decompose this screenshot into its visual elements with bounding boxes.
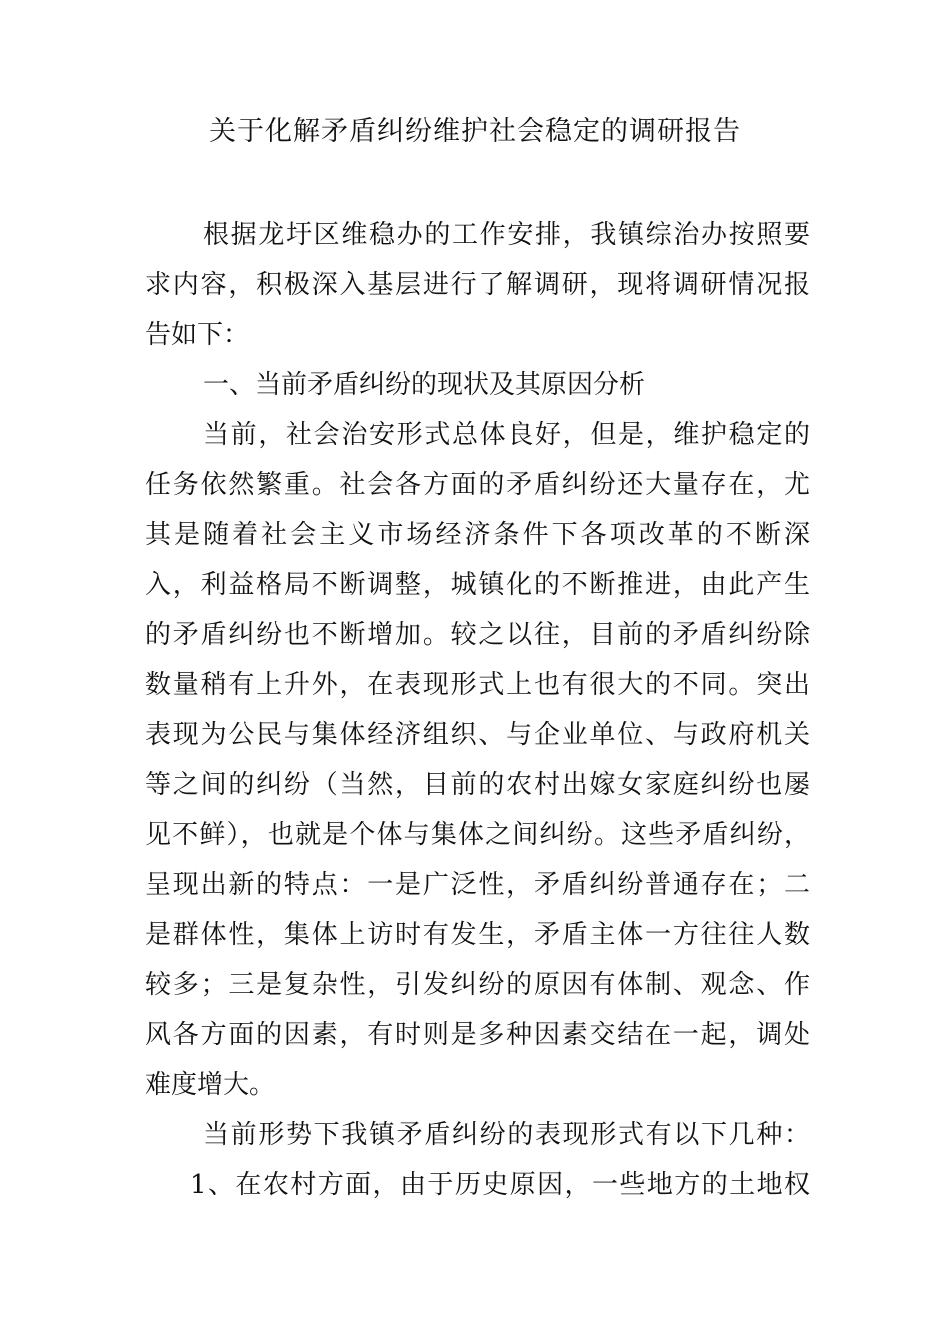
paragraph-line: 告如下： [145,320,250,350]
paragraph-line: 难度增大。 [145,1070,276,1100]
paragraph-line: 根据龙圩区维稳办的工作安排，我镇综治办按照要 [203,220,810,250]
paragraph-line: 任务依然繁重。社会各方面的矛盾纠纷还大量存在，尤 [145,470,810,500]
paragraph-line: 当前，社会治安形式总体良好，但是，维护稳定的 [203,420,810,450]
paragraph-line: 较多；三是复杂性，引发纠纷的原因有体制、观念、作 [145,970,810,1000]
paragraph-line: 当前形势下我镇矛盾纠纷的表现形式有以下几种： [203,1120,810,1150]
document-body [145,210,810,1210]
paragraph-line: 的矛盾纠纷也不断增加。较之以往，目前的矛盾纠纷除 [145,620,810,650]
paragraph-line: 是群体性，集体上访时有发生，矛盾主体一方往往人数 [145,920,810,950]
paragraph-line: 数量稍有上升外，在表现形式上也有很大的不同。突出 [145,670,810,700]
paragraph-line: 求内容，积极深入基层进行了解调研，现将调研情况报 [145,270,810,300]
paragraph-line: 呈现出新的特点：一是广泛性，矛盾纠纷普通存在；二 [145,870,810,900]
list-item-line: 1、在农村方面，由于历史原因，一些地方的土地权 [190,1170,810,1200]
document-title: 关于化解矛盾纠纷维护社会稳定的调研报告 [209,116,741,147]
paragraph-line: 见不鲜），也就是个体与集体之间纠纷。这些矛盾纠纷， [145,820,810,850]
paragraph-line: 入，利益格局不断调整，城镇化的不断推进，由此产生 [145,570,810,600]
section-heading: 一、当前矛盾纠纷的现状及其原因分析 [203,370,646,400]
paragraph-line: 等之间的纠纷（当然，目前的农村出嫁女家庭纠纷也屡 [145,770,810,800]
paragraph-line: 风各方面的因素，有时则是多种因素交结在一起，调处 [145,1020,810,1050]
paragraph-line: 其是随着社会主义市场经济条件下各项改革的不断深 [145,520,810,550]
paragraph-line: 表现为公民与集体经济组织、与企业单位、与政府机关 [145,720,810,750]
